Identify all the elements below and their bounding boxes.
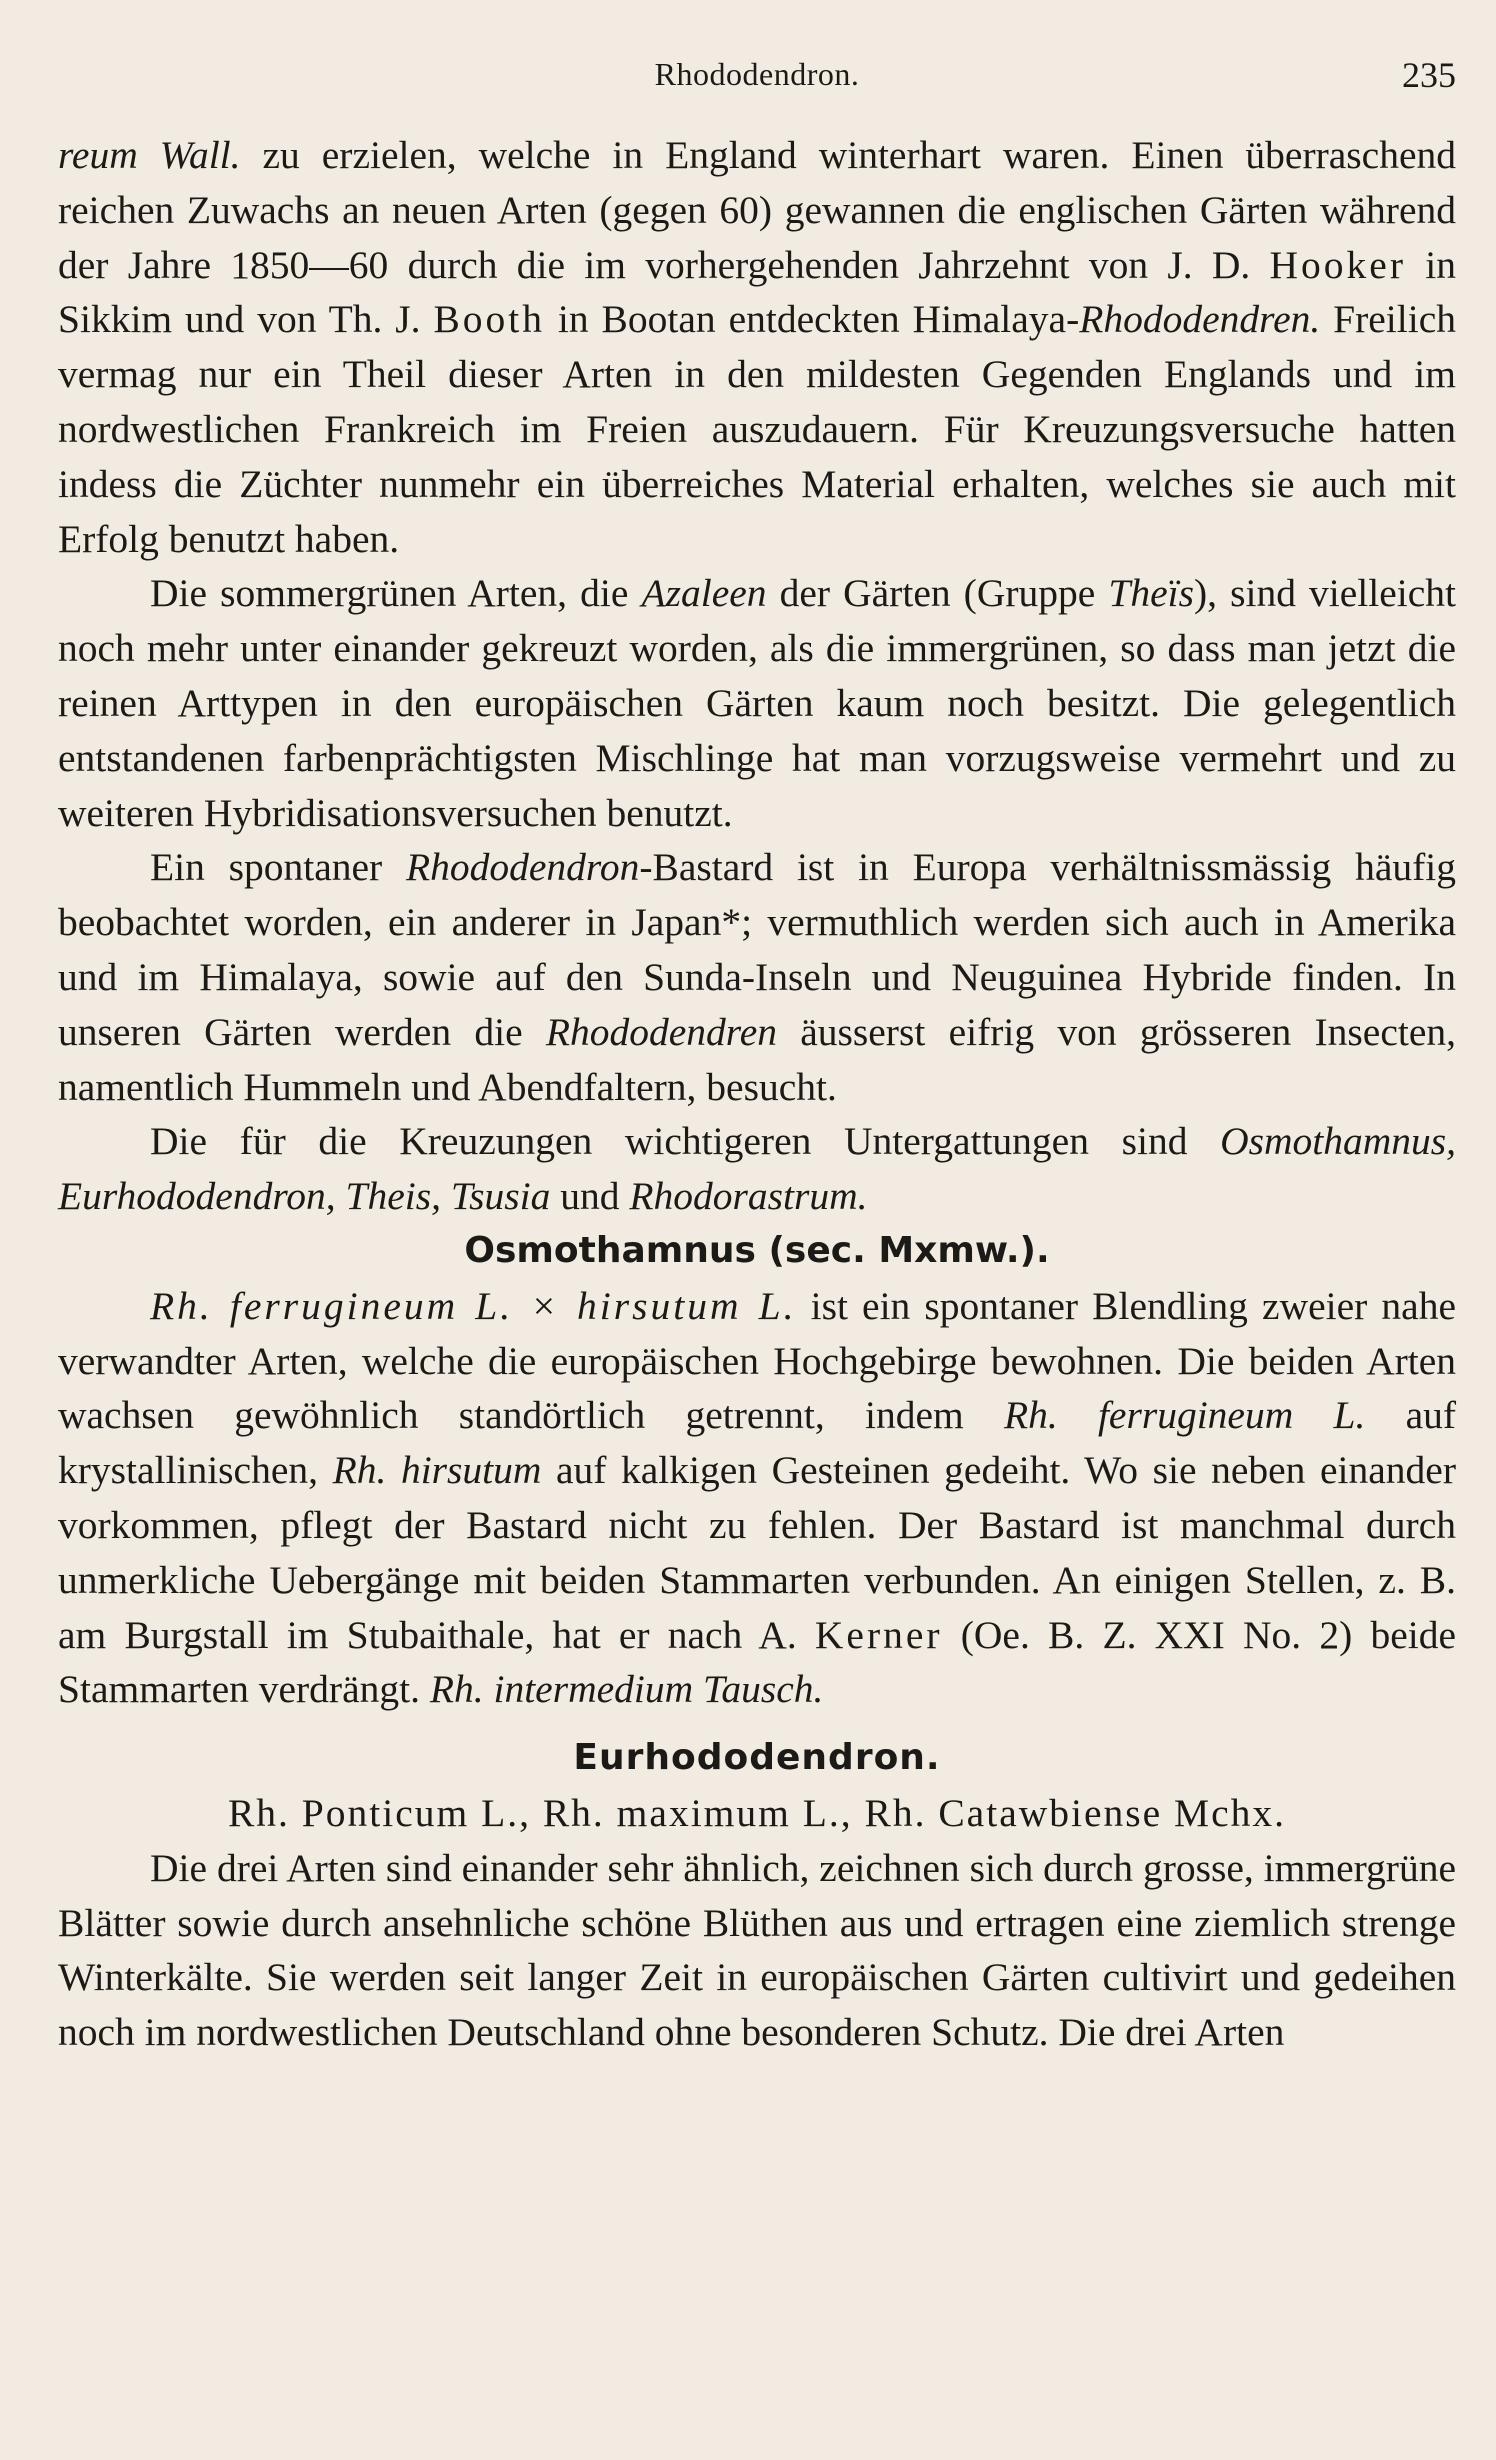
italic-run: Rhododendren bbox=[545, 1009, 777, 1054]
section-heading-eurhododendron: Eurhododendron. bbox=[573, 1737, 941, 1779]
italic-run: Azaleen bbox=[641, 571, 767, 616]
text-run: Die sommergrünen Arten, die bbox=[150, 571, 642, 616]
text-run: (Oe. B. Z. XXI No. 2) beide Stammarten verdrängt. bbox=[58, 1612, 1456, 1712]
italic-run: Rh. hirsutum bbox=[332, 1448, 542, 1493]
text-run: Freilich vermag nur ein Theil dieser Arten in den mildesten Gegenden Englands und im nordwestlichen Frankreich im Freien auszudauern. Für Kreuzungsversuche hatten indess die Züchter nunmehr ein überreiches Material erhalten, welches sie auch mit Erfolg benutzt haben. bbox=[58, 297, 1456, 561]
species-list-eurhododendron: Rh. Ponticum L., Rh. maximum L., Rh. Catawbiense Mchx. bbox=[227, 1790, 1287, 1835]
italic-run: Theïs bbox=[1108, 571, 1194, 616]
italic-run: Rh. ferrugineum L. bbox=[1003, 1393, 1366, 1438]
text-run: ), sind vielleicht noch mehr unter einander gekreuzt worden, als die immergrünen, so dass man jetzt die reinen Arttypen in den europäischen Gärten kaum noch besitzt. Die gelegentlich entstandenen farbenprächtigsten Mischlinge hat man vorzugsweise vermehrt und zu weiteren Hybridisationsversuchen benutzt. bbox=[58, 571, 1456, 835]
text-run: ist ein spontaner Blendling zweier nahe verwandter Arten, welche die europäischen Hochgebirge bewohnen. Die beiden Arten wachsen gewöhnlich standörtlich getrennt, indem bbox=[58, 1283, 1456, 1438]
text-run: -Bastard ist in Europa verhältnissmässig häufig beobachtet worden, ein anderer in Japan*; vermuthlich werden sich auch in Amerika und im Himalaya, sowie auf den Sunda-Inseln und Neuguinea Hybride finden. In unseren Gärten werden die bbox=[58, 845, 1456, 1054]
paragraph-three-species bbox=[58, 1841, 1456, 2060]
italic-run: Rh. intermedium Tausch. bbox=[429, 1667, 824, 1712]
spaced-run: Booth bbox=[433, 297, 546, 342]
body-text bbox=[58, 128, 1456, 2060]
running-head bbox=[58, 50, 1456, 120]
section-heading-osmothamnus: Osmothamnus (sec. Mxmw.). bbox=[464, 1229, 1050, 1271]
text-run: Die drei Arten sind einander sehr ähnlich, zeichnen sich durch grosse, immergrüne Blätter sowie durch ansehnliche schöne Blüthen aus und ertragen eine ziemlich strenge Winterkälte. Sie werden seit langer Zeit in europäischen Gärten cultivirt und gedeihen noch im nordwestlichen Deutschland ohne besonderen Schutz. Die drei Arten bbox=[58, 1845, 1456, 2055]
paragraph-spontaneous-hybrid bbox=[58, 840, 1456, 1114]
text-run: auf krystallinischen, bbox=[58, 1393, 1456, 1493]
text-run: in Sikkim und von Th. J. bbox=[58, 242, 1456, 342]
text-run: Die für die Kreuzungen wichtigeren Untergattungen sind bbox=[150, 1119, 1221, 1164]
spaced-run: Kerner bbox=[814, 1612, 943, 1657]
italic-run: Rhodorastrum. bbox=[629, 1174, 868, 1219]
page-number: 235 bbox=[1402, 55, 1456, 95]
paragraph-deciduous-species bbox=[58, 566, 1456, 840]
text-run: der Gärten (Gruppe bbox=[766, 571, 1109, 616]
paragraph-ferrugineum-hybrid bbox=[58, 1279, 1456, 1717]
italic-run: Rhododendron bbox=[406, 845, 640, 890]
italic-run: Rhododendren. bbox=[1079, 297, 1321, 342]
italic-run: reum Wall. bbox=[58, 133, 241, 177]
italic-run: Rh. ferrugineum L. × hirsutum L. bbox=[150, 1283, 797, 1328]
text-run: zu erzielen, welche in England winterhart waren. Einen überraschend reichen Zuwachs an neuen Arten (gegen 60) gewannen die englischen Gärten während der Jahre 1850—60 durch die im vorhergehenden Jahrzehnt von J. D. bbox=[58, 133, 1456, 287]
text-run: äusserst eifrig von grösseren Insecten, namentlich Hummeln und Abendfaltern, besucht. bbox=[58, 1009, 1456, 1109]
text-run: auf kalkigen Gesteinen gedeiht. Wo sie neben einander vorkommen, pflegt der Bastard nicht zu fehlen. Der Bastard ist manchmal durch unmerkliche Uebergänge mit beiden Stammarten verbunden. An einigen Stellen, z. B. am Burgstall im Stubaithale, hat er nach A. bbox=[58, 1448, 1456, 1657]
spaced-run: Hooker bbox=[1269, 242, 1406, 287]
paragraph-continuation bbox=[58, 128, 1456, 566]
text-run: Ein spontaner bbox=[150, 845, 407, 890]
text-run: und bbox=[550, 1174, 630, 1219]
italic-run: Osmothamnus, Eurhododendron, Theis, Tsusia bbox=[58, 1119, 1456, 1219]
running-title: Rhododendron. bbox=[654, 56, 860, 92]
text-run: in Bootan entdeckten Himalaya- bbox=[545, 297, 1080, 342]
paragraph-subgenera bbox=[58, 1114, 1456, 1224]
